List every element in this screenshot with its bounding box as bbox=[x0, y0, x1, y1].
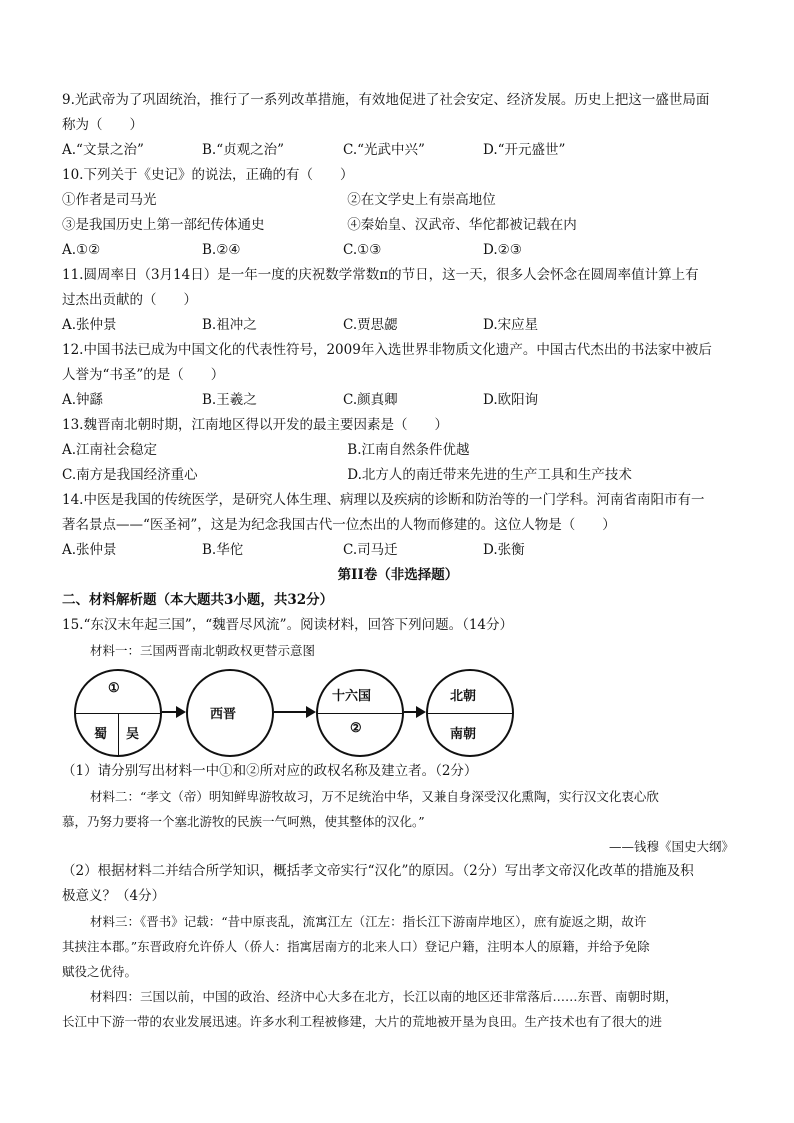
arrow-2-head bbox=[306, 706, 316, 718]
q13-stem: 13.魏晋南北朝时期，江南地区得以开发的最主要因素是（ ） bbox=[62, 417, 448, 433]
circle4-top-label: 北朝 bbox=[450, 689, 477, 704]
q13-options-row2 bbox=[62, 463, 734, 488]
q10-option-a: A.①② bbox=[62, 242, 101, 258]
q10-item-3: ③是我国历史上第一部纪传体通史 bbox=[62, 217, 265, 233]
circle1-top-label: ① bbox=[108, 681, 120, 696]
volume2-title: 第II卷（非选择题） bbox=[337, 567, 459, 583]
q10-option-d: D.②③ bbox=[483, 242, 522, 258]
q10-stem: 10.下列关于《史记》的说法，正确的有（ ） bbox=[62, 167, 354, 183]
q13-options-row1 bbox=[62, 438, 734, 463]
q10-items-row2 bbox=[62, 213, 734, 238]
q12-options bbox=[62, 388, 734, 413]
q11-option-a: A.张仲景 bbox=[62, 317, 117, 333]
q14-option-d: D.张衡 bbox=[483, 542, 525, 558]
q12-option-b: B.王羲之 bbox=[202, 392, 257, 408]
q9-option-d: D.“开元盛世” bbox=[483, 142, 566, 158]
section2-title: 二、材料解析题（本大题共3小题，共32分） bbox=[62, 592, 334, 608]
q14-stem-line1: 14.中医是我国的传统医学，是研究人体生理、病理以及疾病的诊断和防治等的一门学科。河南省南阳市有一 bbox=[62, 492, 705, 508]
material4-line1: 材料四：三国以前，中国的政治、经济中心大多在北方，长江以南的地区还非常落后……东晋、南朝时期， bbox=[90, 989, 678, 1004]
circle1-right-label: 吴 bbox=[126, 727, 140, 742]
q15-stem: 15.“东汉末年起三国”，“魏晋尽风流”。阅读材料，回答下列问题。（14分） bbox=[62, 617, 514, 633]
q13-option-a: A.江南社会稳定 bbox=[62, 442, 158, 458]
q15-sub2-line1: （2）根据材料二并结合所学知识，概括孝文帝实行“汉化”的原因。（2分）写出孝文帝汉化改革的措施及积 bbox=[62, 863, 694, 879]
q13-option-c: C.南方是我国经济重心 bbox=[62, 467, 198, 483]
circle2-label: 西晋 bbox=[210, 707, 237, 722]
q9-stem-line1: 9.光武帝为了巩固统治，推行了一系列改革措施，有效地促进了社会安定、经济发展。历史上把这一盛世局面 bbox=[62, 92, 710, 108]
q14-option-a: A.张仲景 bbox=[62, 542, 117, 558]
q9-options bbox=[62, 138, 734, 163]
q11-option-d: D.宋应星 bbox=[483, 317, 539, 333]
material1-title: 材料一：三国两晋南北朝政权更替示意图 bbox=[90, 643, 316, 658]
q13-option-b: B.江南自然条件优越 bbox=[347, 442, 470, 458]
material4-line2: 长江中下游一带的农业发展迅速。许多水利工程被修建，大片的荒地被开垦为良田。生产技术也有了很大的进 bbox=[62, 1014, 663, 1029]
q9-option-b: B.“贞观之治” bbox=[202, 142, 285, 158]
q12-stem-line1: 12.中国书法已成为中国文化的代表性符号，2009年入选世界非物质文化遗产。中国古代杰出的书法家中被后 bbox=[62, 342, 712, 358]
arrow-2 bbox=[274, 711, 308, 713]
circle3-top-label: 十六国 bbox=[332, 689, 372, 704]
q10-item-1: ①作者是司马光 bbox=[62, 192, 157, 208]
material2-line2: 慕，乃努力要将一个塞北游牧的民族一气呵熟，使其整体的汉化。” bbox=[62, 814, 425, 829]
circle4-bottom-label: 南朝 bbox=[450, 727, 477, 742]
circle-sixteen-kingdoms bbox=[316, 669, 404, 757]
q12-option-c: C.颜真卿 bbox=[343, 392, 398, 408]
arrow-3-head bbox=[416, 706, 426, 718]
q9-stem-line2: 称为（ ） bbox=[62, 117, 143, 133]
q14-options bbox=[62, 538, 734, 563]
circle-southern-northern-dynasties bbox=[426, 669, 514, 757]
q9-option-a: A.“文景之治” bbox=[62, 142, 144, 158]
regime-succession-diagram bbox=[70, 663, 734, 759]
circle3-bottom-label: ② bbox=[350, 721, 362, 736]
q15-sub2-line2: 极意义？（4分） bbox=[62, 888, 166, 904]
q10-items-row1 bbox=[62, 188, 734, 213]
q11-stem-line2: 过杰出贡献的（ ） bbox=[62, 292, 197, 308]
q13-option-d: D.北方人的南迁带来先进的生产工具和生产技术 bbox=[347, 467, 632, 483]
arrow-1-head bbox=[176, 706, 186, 718]
material3-line1: 材料三：《晋书》记载：“昔中原丧乱，流寓江左（江左：指长江下游南岸地区），庶有旋返之期，故许 bbox=[90, 914, 647, 929]
exam-page bbox=[62, 88, 734, 1034]
q9-option-c: C.“光武中兴” bbox=[343, 142, 425, 158]
circle1-left-label: 蜀 bbox=[94, 727, 108, 742]
circle-western-jin bbox=[186, 669, 274, 757]
q11-option-b: B.祖冲之 bbox=[202, 317, 257, 333]
material3-line3: 赋役之优待。 bbox=[62, 964, 138, 979]
q10-option-b: B.②④ bbox=[202, 242, 241, 258]
q11-options bbox=[62, 313, 734, 338]
material2-line1: 材料二：“孝文（帝）明知鲜卑游牧故习，万不足统治中华，又兼自身深受汉化熏陶，实行汉文化衷心欣 bbox=[90, 789, 659, 804]
q12-option-a: A.钟繇 bbox=[62, 392, 104, 408]
material3-line2: 其挟注本郡。”东晋政府允许侨人（侨人：指寓居南方的北来人口）登记户籍，注明本人的原籍，并给予免除 bbox=[62, 939, 650, 954]
q15-sub1: （1）请分别写出材料一中①和②所对应的政权名称及建立者。（2分） bbox=[62, 763, 478, 779]
q12-option-d: D.欧阳询 bbox=[483, 392, 539, 408]
circle-three-kingdoms bbox=[74, 669, 162, 757]
q10-item-2: ②在文学史上有崇高地位 bbox=[347, 192, 496, 208]
q12-stem-line2: 人誉为“书圣”的是（ ） bbox=[62, 367, 225, 383]
q10-options bbox=[62, 238, 734, 263]
q14-stem-line2: 著名景点——“医圣祠”，这是为纪念我国古代一位杰出的人物而修建的。这位人物是（ ） bbox=[62, 517, 616, 533]
q11-stem-line1: 11.圆周率日（3月14日）是一年一度的庆祝数学常数π的节日，这一天，很多人会怀念在圆周率值计算上有 bbox=[62, 267, 699, 283]
q10-item-4: ④秦始皇、汉武帝、华佗都被记载在内 bbox=[347, 217, 577, 233]
q14-option-c: C.司马迁 bbox=[343, 542, 398, 558]
material2-source: ——钱穆《国史大纲》 bbox=[608, 839, 734, 854]
q11-option-c: C.贾思勰 bbox=[343, 317, 398, 333]
q10-option-c: C.①③ bbox=[343, 242, 382, 258]
q14-option-b: B.华佗 bbox=[202, 542, 244, 558]
